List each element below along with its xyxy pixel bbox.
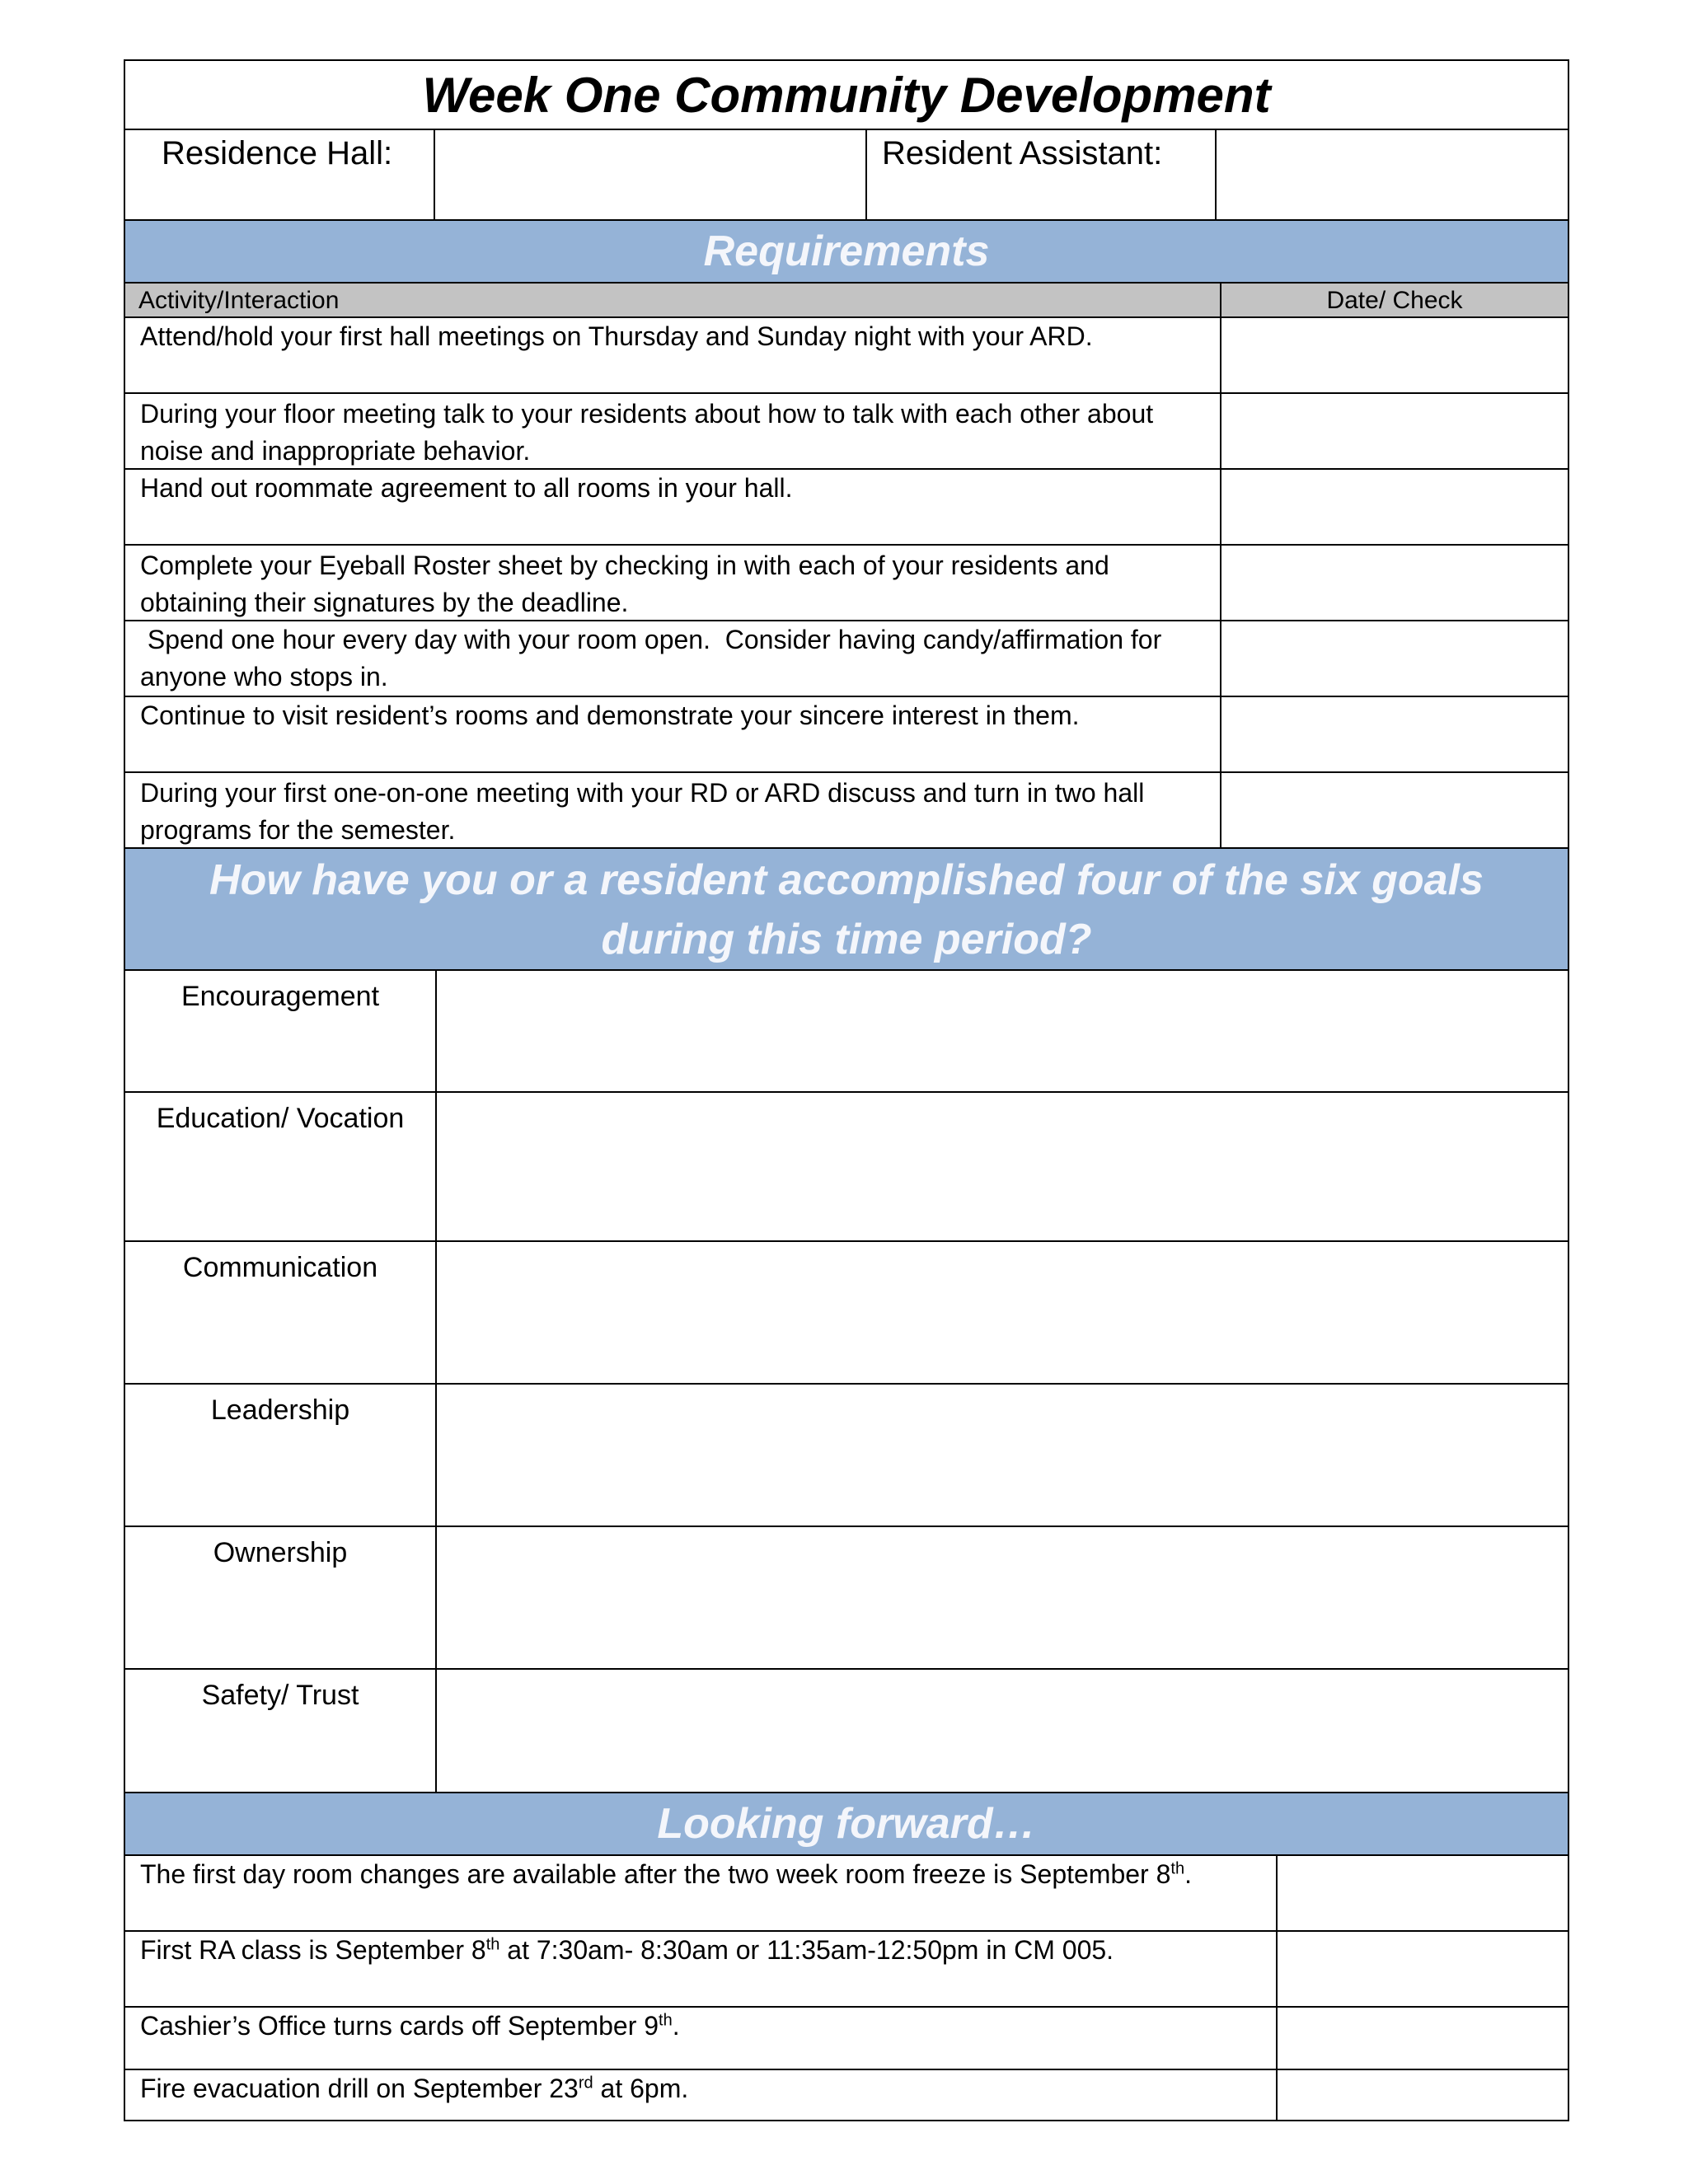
- goal-row-education-vocation: [125, 1093, 1568, 1242]
- goal-label: Leadership: [125, 1385, 437, 1526]
- requirements-heading: [125, 221, 1568, 284]
- goal-row-leadership: [125, 1385, 1568, 1527]
- goal-label: Safety/ Trust: [125, 1670, 437, 1792]
- requirement-row: [125, 470, 1568, 546]
- goal-response-field[interactable]: [437, 1527, 1568, 1668]
- activity-column-header: Activity/Interaction: [125, 284, 1221, 316]
- requirement-row: [125, 394, 1568, 470]
- header-info-row: [125, 130, 1568, 221]
- date-check-column-header: Date/ Check: [1326, 287, 1463, 314]
- requirement-text: Attend/hold your first hall meetings on Thursday and Sunday night with your ARD.: [125, 318, 1221, 392]
- requirement-row: [125, 546, 1568, 621]
- requirement-text: Continue to visit resident’s rooms and demonstrate your sincere interest in them.: [125, 697, 1221, 771]
- forward-text: Cashier’s Office turns cards off September 9th.: [125, 2008, 1278, 2069]
- goal-response-field[interactable]: [437, 1242, 1568, 1383]
- form-title: Week One Community Development: [422, 67, 1271, 123]
- residence-hall-field[interactable]: [435, 130, 867, 219]
- goals-heading: [125, 849, 1568, 971]
- requirement-row: [125, 318, 1568, 394]
- looking-forward-heading: [125, 1793, 1568, 1856]
- requirements-heading-text: Requirements: [703, 227, 990, 275]
- forward-text: Fire evacuation drill on September 23rd at 6pm.: [125, 2070, 1278, 2120]
- requirement-date-check-cell[interactable]: [1221, 773, 1568, 847]
- requirement-date-check-cell[interactable]: [1221, 546, 1568, 620]
- forward-row: [125, 2070, 1568, 2120]
- forward-check-cell[interactable]: [1278, 1932, 1568, 2006]
- requirements-column-header: [125, 284, 1568, 318]
- goal-row-safety-trust: [125, 1670, 1568, 1793]
- goal-row-ownership: [125, 1527, 1568, 1670]
- goal-response-field[interactable]: [437, 1670, 1568, 1792]
- forward-row: [125, 2008, 1568, 2070]
- requirement-row: [125, 621, 1568, 697]
- requirement-text: During your floor meeting talk to your residents about how to talk with each other about noise and inappropriate behavior.: [125, 394, 1221, 468]
- form-title-row: [125, 61, 1568, 130]
- goal-label: Education/ Vocation: [125, 1093, 437, 1240]
- forward-check-cell[interactable]: [1278, 2008, 1568, 2069]
- goal-response-field[interactable]: [437, 971, 1568, 1091]
- forward-text: The first day room changes are available after the two week room freeze is September 8th.: [125, 1856, 1278, 1930]
- requirement-text: Complete your Eyeball Roster sheet by checking in with each of your residents and obtaining their signatures by the deadline.: [125, 546, 1221, 620]
- requirement-row: [125, 697, 1568, 773]
- requirement-date-check-cell[interactable]: [1221, 697, 1568, 771]
- community-development-form: [124, 59, 1569, 2121]
- goal-label: Encouragement: [125, 971, 437, 1091]
- resident-assistant-label: Resident Assistant:: [867, 130, 1217, 219]
- goal-row-encouragement: [125, 971, 1568, 1093]
- goal-response-field[interactable]: [437, 1385, 1568, 1526]
- residence-hall-label: Residence Hall:: [125, 130, 435, 219]
- goal-label: Communication: [125, 1242, 437, 1383]
- goal-label: Ownership: [125, 1527, 437, 1668]
- requirement-text: Spend one hour every day with your room open. Consider having candy/affirmation for anyone who stops in.: [125, 621, 1221, 696]
- requirement-date-check-cell[interactable]: [1221, 394, 1568, 468]
- forward-text: First RA class is September 8th at 7:30am- 8:30am or 11:35am-12:50pm in CM 005.: [125, 1932, 1278, 2006]
- forward-check-cell[interactable]: [1278, 2070, 1568, 2120]
- requirement-text: Hand out roommate agreement to all rooms in your hall.: [125, 470, 1221, 544]
- requirement-date-check-cell[interactable]: [1221, 318, 1568, 392]
- forward-check-cell[interactable]: [1278, 1856, 1568, 1930]
- goals-heading-line-1: How have you or a resident accomplished four of the six goals: [209, 856, 1484, 904]
- requirement-date-check-cell[interactable]: [1221, 621, 1568, 696]
- forward-row: [125, 1932, 1568, 2008]
- resident-assistant-field[interactable]: [1217, 130, 1568, 219]
- requirement-date-check-cell[interactable]: [1221, 470, 1568, 544]
- forward-row: [125, 1856, 1568, 1932]
- requirement-text: During your first one-on-one meeting with your RD or ARD discuss and turn in two hall programs for the semester.: [125, 773, 1221, 847]
- goal-row-communication: [125, 1242, 1568, 1385]
- looking-forward-heading-text: Looking forward…: [657, 1800, 1036, 1848]
- goals-heading-line-2: during this time period?: [601, 916, 1092, 963]
- goal-response-field[interactable]: [437, 1093, 1568, 1240]
- requirement-row: [125, 773, 1568, 849]
